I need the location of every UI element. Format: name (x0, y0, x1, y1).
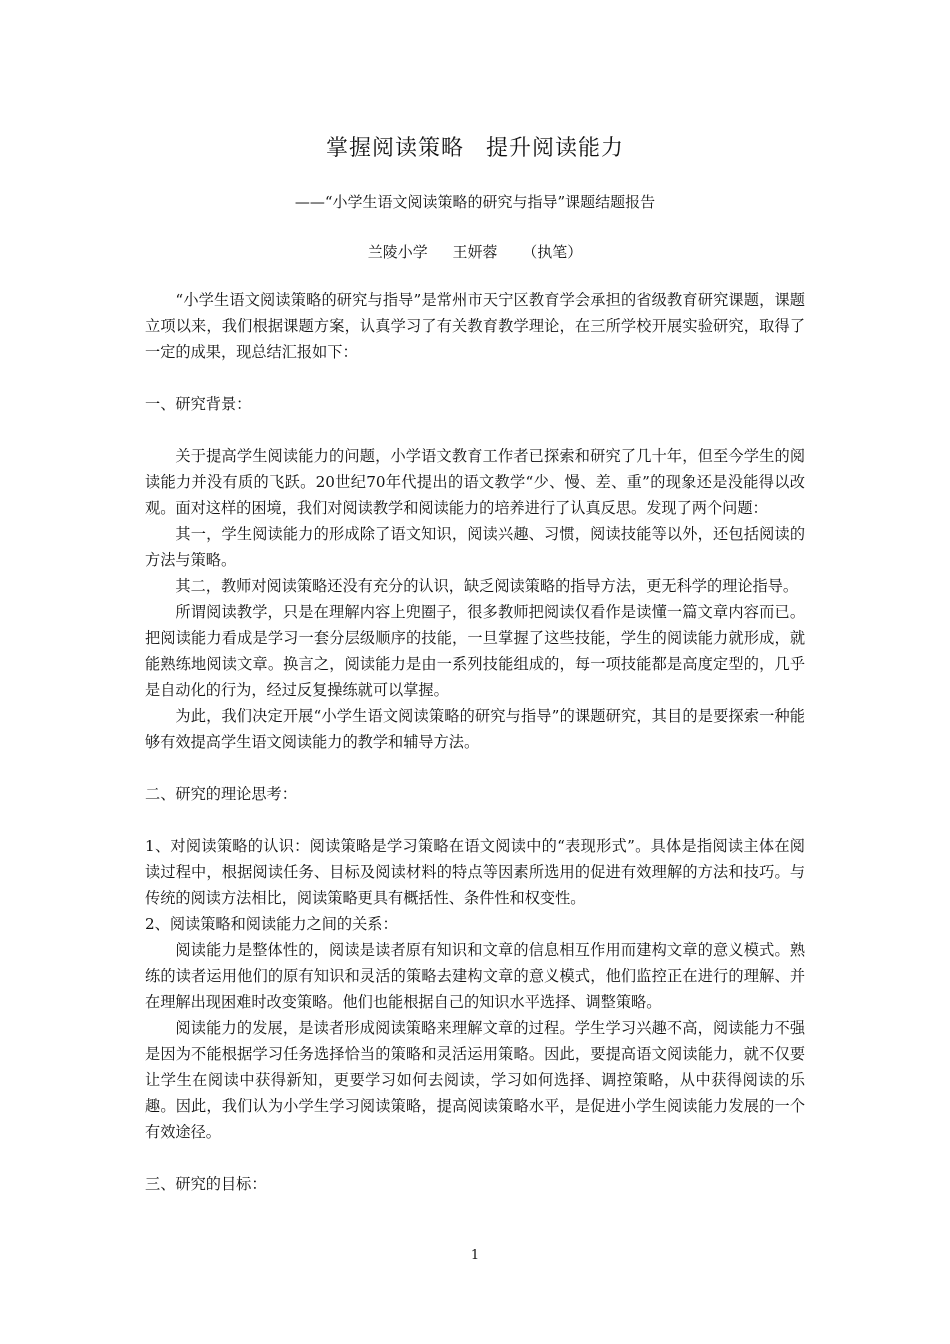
list-item: 1、对阅读策略的认识：阅读策略是学习策略在语文阅读中的“表现形式”。具体是指阅读主体在阅读过程中，根据阅读任务、目标及阅读材料的特点等因素所选用的促进有效理解的方法和技巧。与传统的阅读方法相比，阅读策略更具有概括性、条件性和权变性。 (145, 837, 805, 907)
title-part-1: 掌握阅读策略 (325, 136, 464, 161)
page-number: 1 (470, 1248, 480, 1263)
intro-paragraph: “小学生语文阅读策略的研究与指导”是常州市天宁区教育学会承担的省级教育研究课题，课题立项以来，我们根据课题方案，认真学习了有关教育教学理论，在三所学校开展实验研究，取得了一定的成果，现总结汇报如下： (145, 291, 805, 361)
paragraph: 为此，我们决定开展“小学生语文阅读策略的研究与指导”的课题研究，其目的是要探索一种能够有效提高学生语文阅读能力的教学和辅导方法。 (145, 707, 805, 751)
title-part-2: 提升阅读能力 (486, 136, 625, 161)
paragraph: 阅读能力的发展，是读者形成阅读策略来理解文章的过程。学生学习兴趣不高，阅读能力不强是因为不能根据学习任务选择恰当的策略和灵活运用策略。因此，要提高语文阅读能力，就不仅要让学生在阅读中获得新知，更要学习如何去阅读，学习如何选择、调控策略，从中获得阅读的乐趣。因此，我们认为小学生学习阅读策略，提高阅读策略水平，是促进小学生阅读能力发展的一个有效途径。 (145, 1019, 805, 1141)
document-body (145, 287, 805, 1197)
document-subtitle: ——“小学生语文阅读策略的研究与指导”课题结题报告 (294, 193, 656, 211)
section-heading-theory: 二、研究的理论思考： (145, 785, 297, 803)
author-school: 兰陵小学 (367, 243, 428, 261)
document-title (0, 134, 950, 164)
section-heading-background: 一、研究背景： (145, 395, 252, 413)
list-item: 2、阅读策略和阅读能力之间的关系： (145, 915, 398, 933)
paragraph: 其二，教师对阅读策略还没有充分的认识，缺乏阅读策略的指导方法，更无科学的理论指导。 (175, 577, 799, 595)
section-heading-goals: 三、研究的目标： (145, 1175, 267, 1193)
author-name: 王妍蓉 (452, 243, 498, 261)
paragraph: 关于提高学生阅读能力的问题，小学语文教育工作者已探索和研究了几十年，但至今学生的阅读能力并没有质的飞跃。20世纪70年代提出的语文教学“少、慢、差、重”的现象还是没能得以改观。面对这样的困境，我们对阅读教学和阅读能力的培养进行了认真反思。发现了两个问题： (145, 447, 805, 517)
paragraph: 其一，学生阅读能力的形成除了语文知识，阅读兴趣、习惯，阅读技能等以外，还包括阅读的方法与策略。 (145, 525, 805, 569)
author-role: （执笔） (522, 243, 583, 261)
paragraph: 所谓阅读教学，只是在理解内容上兜圈子，很多教师把阅读仅看作是读懂一篇文章内容而已。把阅读能力看成是学习一套分层级顺序的技能，一旦掌握了这些技能，学生的阅读能力就形成，就能熟练地阅读文章。换言之，阅读能力是由一系列技能组成的，每一项技能都是高度定型的，几乎是自动化的行为，经过反复操练就可以掌握。 (145, 603, 805, 699)
author-line (0, 240, 950, 264)
paragraph: 阅读能力是整体性的，阅读是读者原有知识和文章的信息相互作用而建构文章的意义模式。熟练的读者运用他们的原有知识和灵活的策略去建构文章的意义模式，他们监控正在进行的理解、并在理解出现困难时改变策略。他们也能根据自己的知识水平选择、调整策略。 (145, 941, 805, 1011)
